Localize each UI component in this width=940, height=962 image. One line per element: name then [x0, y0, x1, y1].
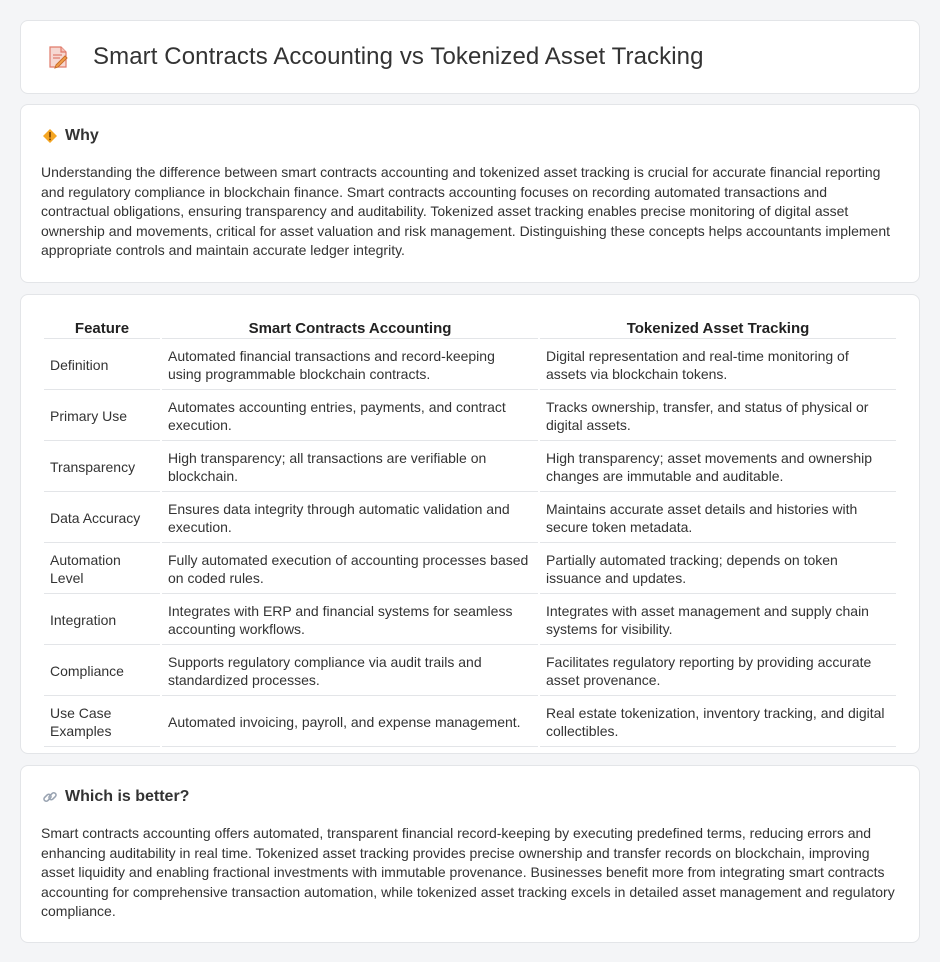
comparison-table — [42, 315, 898, 749]
feature-cell: Primary Use — [44, 392, 160, 441]
which-is-better-section — [20, 765, 920, 943]
feature-cell: Use Case Examples — [44, 698, 160, 747]
table-row — [44, 698, 896, 747]
smart-contracts-cell: Automated financial transactions and record-keeping using programmable blockchain contracts. — [162, 341, 538, 390]
feature-cell: Compliance — [44, 647, 160, 696]
tokenized-assets-cell: Facilitates regulatory reporting by providing accurate asset provenance. — [540, 647, 896, 696]
warning-diamond-icon — [41, 127, 59, 145]
better-heading-row — [41, 788, 899, 806]
table-row — [44, 545, 896, 594]
feature-cell: Transparency — [44, 443, 160, 492]
smart-contracts-cell: Ensures data integrity through automatic validation and execution. — [162, 494, 538, 543]
better-heading: Which is better? — [65, 788, 190, 805]
smart-contracts-cell: Automated invoicing, payroll, and expense management. — [162, 698, 538, 747]
table-row — [44, 596, 896, 645]
why-heading-row — [41, 127, 899, 145]
comparison-table-card — [20, 294, 920, 754]
smart-contracts-cell: Automates accounting entries, payments, and contract execution. — [162, 392, 538, 441]
tokenized-assets-cell: High transparency; asset movements and ownership changes are immutable and auditable. — [540, 443, 896, 492]
feature-cell: Definition — [44, 341, 160, 390]
feature-cell: Data Accuracy — [44, 494, 160, 543]
column-header-tokenized-assets: Tokenized Asset Tracking — [540, 317, 896, 339]
table-row — [44, 392, 896, 441]
table-header-row — [44, 317, 896, 339]
smart-contracts-cell: Supports regulatory compliance via audit trails and standardized processes. — [162, 647, 538, 696]
why-section — [20, 104, 920, 283]
edit-document-icon — [45, 44, 71, 70]
feature-cell: Automation Level — [44, 545, 160, 594]
smart-contracts-cell: High transparency; all transactions are verifiable on blockchain. — [162, 443, 538, 492]
smart-contracts-cell: Fully automated execution of accounting processes based on coded rules. — [162, 545, 538, 594]
table-row — [44, 647, 896, 696]
page-title: Smart Contracts Accounting vs Tokenized Asset Tracking — [93, 43, 704, 70]
tokenized-assets-cell: Partially automated tracking; depends on token issuance and updates. — [540, 545, 896, 594]
tokenized-assets-cell: Real estate tokenization, inventory tracking, and digital collectibles. — [540, 698, 896, 747]
why-heading: Why — [65, 127, 99, 144]
why-text: Understanding the difference between smart contracts accounting and tokenized asset tracking is crucial for accurate financial reporting and regulatory compliance in blockchain finance. Smart contracts accounting focuses on recording automated transactions and contractual obligations, ensuring transparency and auditability. Tokenized asset tracking enables precise monitoring of digital asset ownership and movements, critical for asset valuation and risk management. Distinguishing these concepts helps accountants implement appropriate controls and maintain accurate ledger integrity. — [41, 164, 890, 259]
header-card — [20, 20, 920, 94]
column-header-feature: Feature — [44, 317, 160, 339]
tokenized-assets-cell: Tracks ownership, transfer, and status of physical or digital assets. — [540, 392, 896, 441]
feature-cell: Integration — [44, 596, 160, 645]
table-row — [44, 443, 896, 492]
better-text: Smart contracts accounting offers automated, transparent financial record-keeping by executing predefined terms, reducing errors and enhancing auditability in real time. Tokenized asset tracking provides precise ownership and transfer records on blockchain, improving asset liquidity and enabling fractional investments with immutable provenance. Businesses benefit more from integrating smart contracts accounting for comprehensive transaction automation, while tokenized asset tracking excels in detailed asset management and regulatory compliance. — [41, 825, 895, 920]
link-icon — [41, 788, 59, 806]
table-row — [44, 341, 896, 390]
tokenized-assets-cell: Digital representation and real-time monitoring of assets via blockchain tokens. — [540, 341, 896, 390]
column-header-smart-contracts: Smart Contracts Accounting — [162, 317, 538, 339]
tokenized-assets-cell: Integrates with asset management and supply chain systems for visibility. — [540, 596, 896, 645]
tokenized-assets-cell: Maintains accurate asset details and histories with secure token metadata. — [540, 494, 896, 543]
smart-contracts-cell: Integrates with ERP and financial systems for seamless accounting workflows. — [162, 596, 538, 645]
table-row — [44, 494, 896, 543]
